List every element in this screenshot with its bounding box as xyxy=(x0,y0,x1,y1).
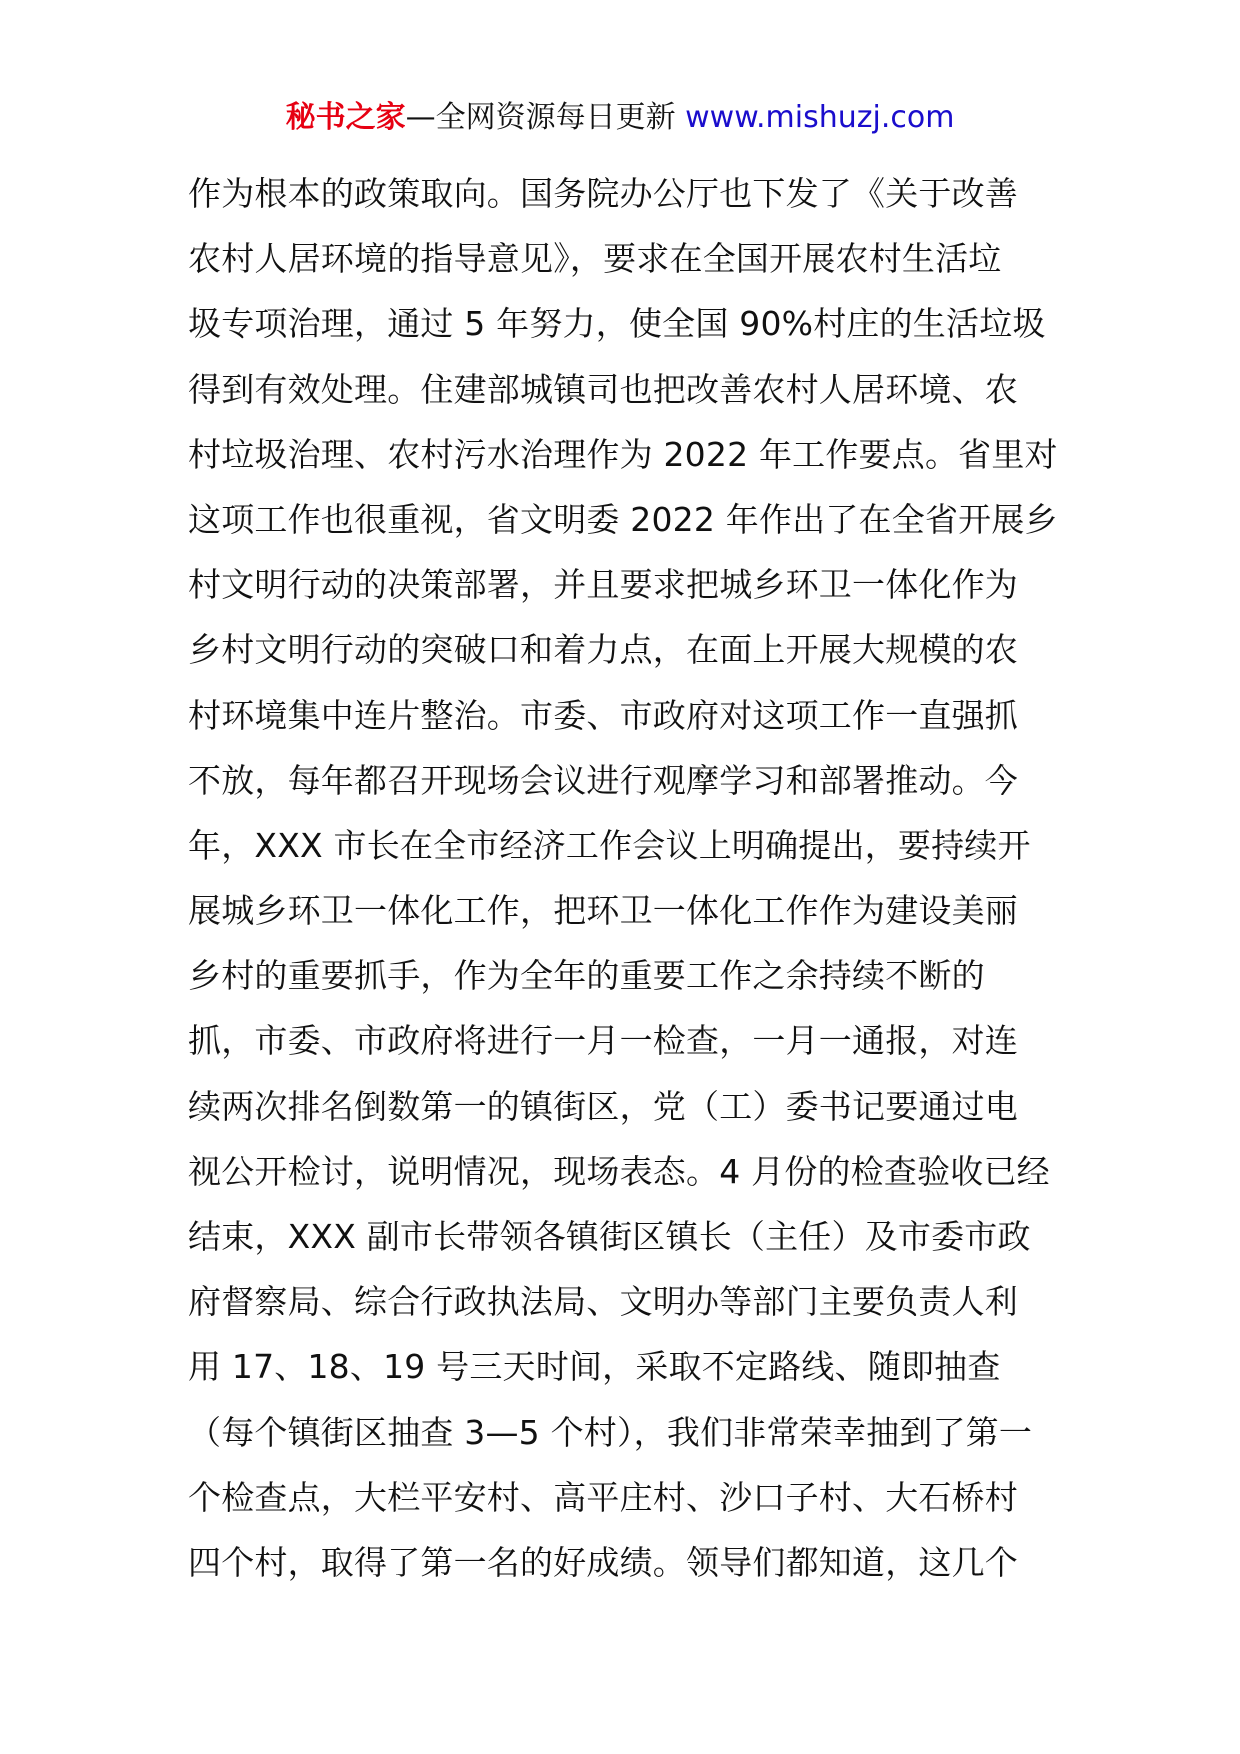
body-line: 作为根本的政策取向。国务院办公厅也下发了《关于改善 xyxy=(188,174,1018,213)
body-line: 展城乡环卫一体化工作，把环卫一体化工作作为建设美丽 xyxy=(188,891,1018,931)
body-line: 抓，市委、市政府将进行一月一检查，一月一通报，对连 xyxy=(188,1021,1018,1061)
body-line: 农村人居环境的指导意见》，要求在全国开展农村生活垃 xyxy=(188,239,1002,279)
body-line: 个检查点，大栏平安村、高平庄村、沙口子村、大石桥村 xyxy=(188,1477,1018,1517)
site-tagline: —全网资源每日更新 xyxy=(405,100,676,135)
body-line: 村环境集中连片整治。市委、市政府对这项工作一直强抓 xyxy=(188,695,1018,735)
body-line: 得到有效处理。住建部城镇司也把改善农村人居环境、农 xyxy=(188,369,1018,409)
body-line: 乡村文明行动的突破口和着力点，在面上开展大规模的农 xyxy=(188,630,1018,670)
body-line: 村垃圾治理、农村污水治理作为 2022 年工作要点。省里对 xyxy=(188,434,1058,474)
body-line: 不放，每年都召开现场会议进行观摩学习和部署推动。今 xyxy=(188,760,1018,800)
body-line: 视公开检讨，说明情况，现场表态。4 月份的检查验收已经 xyxy=(188,1151,1050,1191)
body-line: （每个镇街区抽查 3—5 个村），我们非常荣幸抽到了第一 xyxy=(188,1412,1033,1452)
body-line: 圾专项治理，通过 5 年努力，使全国 90%村庄的生活垃圾 xyxy=(188,304,1046,344)
site-header xyxy=(0,98,1240,138)
site-url-link[interactable]: www.mishuzj.com xyxy=(685,100,955,135)
body-line: 结束，XXX 副市长带领各镇街区镇长（主任）及市委市政 xyxy=(188,1217,1031,1256)
body-line: 年，XXX 市长在全市经济工作会议上明确提出，要持续开 xyxy=(188,825,1031,865)
site-brand: 秘书之家 xyxy=(285,100,406,135)
body-line: 用 17、18、19 号三天时间，采取不定路线、随即抽查 xyxy=(188,1347,1001,1387)
body-line: 村文明行动的决策部署，并且要求把城乡环卫一体化作为 xyxy=(188,565,1018,605)
body-line: 续两次排名倒数第一的镇街区，党（工）委书记要通过电 xyxy=(188,1086,1018,1126)
body-line: 乡村的重要抓手，作为全年的重要工作之余持续不断的 xyxy=(188,956,985,996)
body-line: 这项工作也很重视，省文明委 2022 年作出了在全省开展乡 xyxy=(188,499,1058,539)
body-line: 四个村，取得了第一名的好成绩。领导们都知道，这几个 xyxy=(188,1542,1018,1582)
document-body xyxy=(188,161,1068,1595)
body-line: 府督察局、综合行政执法局、文明办等部门主要负责人利 xyxy=(188,1282,1018,1322)
